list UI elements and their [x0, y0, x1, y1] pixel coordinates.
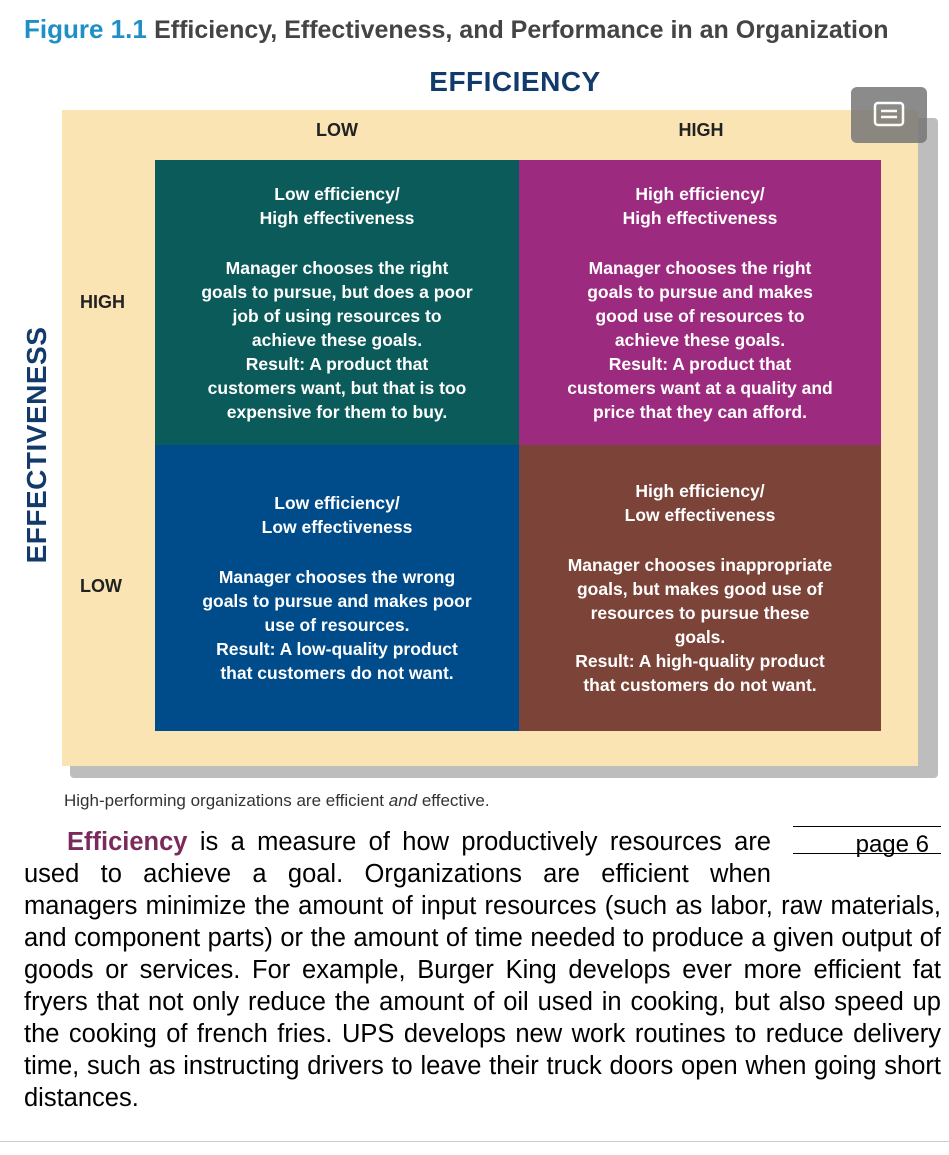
- cell-line: resources to pursue these: [590, 603, 810, 623]
- cell-line: goals to pursue and makes poor: [202, 591, 472, 611]
- cell-line: that customers do not want.: [583, 675, 817, 695]
- column-label-high: HIGH: [678, 120, 724, 140]
- cell-low-efficiency-low-effectiveness: [155, 445, 519, 731]
- cell-heading: High effectiveness: [622, 207, 778, 228]
- cell-heading: Low efficiency/: [274, 183, 400, 204]
- cell-high-efficiency-low-effectiveness: [519, 445, 881, 731]
- cell-line: customers want, but that is too: [207, 377, 467, 398]
- cell-heading: Low efficiency/: [274, 493, 400, 513]
- cell-heading: High efficiency/: [635, 481, 765, 501]
- caption-button[interactable]: [851, 87, 927, 143]
- caption-emphasis: and: [388, 791, 418, 810]
- cell-line: Manager chooses the wrong: [218, 567, 456, 587]
- cell-body: [529, 553, 871, 697]
- paragraph-text: is a measure of how productively resources are used to achieve a goal. Organizations are efficient when managers minimize the amount of input resources (such as labor, raw materials, and component parts) or the amount of time needed to produce a given output of goods or services. For example, Burger King develops ever more efficient fat fryers that not only reduce the amount of oil used in cooking, but also speed up the cooking of french fries. UPS develops new work routines to reduce delivery time, such as instructing drivers to leave their truck doors open when going short distances.: [24, 828, 941, 1112]
- cell-line: goals to pursue and makes: [587, 281, 813, 302]
- cell-line: job of using resources to: [232, 305, 442, 326]
- body-paragraph: [24, 826, 941, 1114]
- row-label-low: LOW: [80, 576, 122, 596]
- cell-line: customers want at a quality and: [567, 377, 833, 398]
- cell-line: Result: A product that: [608, 353, 792, 374]
- cell-line: goals, but makes good use of: [576, 579, 823, 599]
- cell-line: Manager chooses the right: [588, 257, 812, 278]
- cell-line: Result: A product that: [245, 353, 429, 374]
- cell-line: price that they can afford.: [593, 401, 807, 422]
- cell-heading: Low effectiveness: [624, 505, 776, 525]
- page-number: page 6: [855, 831, 929, 858]
- cell-low-efficiency-high-effectiveness: [155, 160, 519, 445]
- effectiveness-axis-title: EFFECTIVENESS: [21, 326, 52, 564]
- figure-number: Figure 1.1: [24, 14, 147, 44]
- keyword-efficiency: Efficiency: [67, 828, 188, 856]
- cell-body: [529, 256, 871, 424]
- cell-line: that customers do not want.: [220, 663, 454, 683]
- cell-line: goals.: [674, 627, 726, 647]
- cell-line: Result: A high-quality product: [575, 651, 825, 671]
- column-label-low: LOW: [316, 120, 358, 140]
- caption-text: effective.: [417, 791, 490, 810]
- cell-line: goals to pursue, but does a poor: [201, 281, 473, 302]
- caption-text: High-performing organizations are efficient: [64, 791, 389, 810]
- cell-line: achieve these goals.: [251, 329, 423, 350]
- cell-line: use of resources.: [264, 615, 410, 635]
- cell-line: Manager chooses the right: [225, 257, 449, 278]
- caption-icon: [872, 100, 906, 130]
- page-marker-spacer: [771, 826, 941, 870]
- cell-line: expensive for them to buy.: [226, 401, 448, 422]
- cell-body: [165, 256, 509, 424]
- figure-title-text: Efficiency, Effectiveness, and Performance in an Organization: [154, 16, 889, 44]
- cell-line: achieve these goals.: [614, 329, 786, 350]
- cell-body: [165, 565, 509, 685]
- bottom-divider: [0, 1141, 949, 1142]
- cell-heading: Low effectiveness: [261, 517, 413, 537]
- figure-caption: [64, 791, 490, 811]
- cell-line: Result: A low-quality product: [216, 639, 458, 659]
- row-label-high: HIGH: [80, 292, 125, 312]
- cell-heading: High efficiency/: [635, 183, 765, 204]
- cell-line: Manager chooses inappropriate: [567, 555, 833, 575]
- figure-title: [24, 14, 889, 45]
- cell-heading: High effectiveness: [259, 207, 415, 228]
- cell-high-efficiency-high-effectiveness: [519, 160, 881, 445]
- cell-line: good use of resources to: [595, 305, 805, 326]
- efficiency-axis-title: EFFICIENCY: [429, 66, 601, 97]
